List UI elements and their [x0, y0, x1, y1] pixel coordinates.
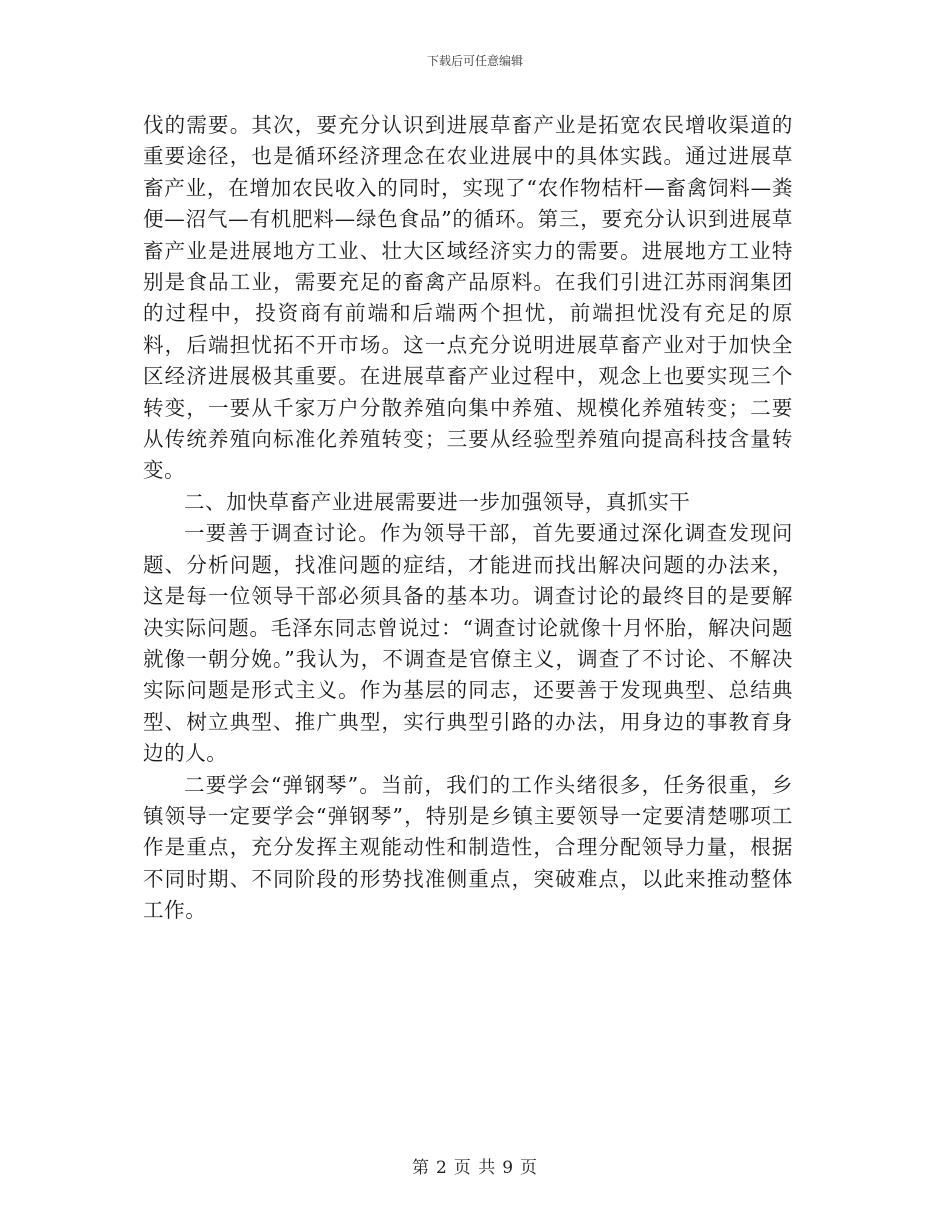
- page-label-middle: 页 共: [453, 1158, 497, 1178]
- page-header: 下载后可任意编辑: [426, 54, 523, 68]
- total-pages-number: 9: [502, 1158, 515, 1178]
- page-label-suffix: 页: [520, 1158, 539, 1178]
- page-footer: [0, 1153, 950, 1178]
- paragraph: 一要善于调查讨论。作为领导干部，首先要通过深化调查发现问题、分析问题，找准问题的症结，才能进而找出解决问题的办法来，这是每一位领导干部必须具备的基本功。调查讨论的最终目的是要解决实际问题。毛泽东同志曾说过：“调查讨论就像十月怀胎，解决问题就像一朝分娩。”我认为，不调查是官僚主义，调查了不讨论、不解决实际问题是形式主义。作为基层的同志，还要善于发现典型、总结典型、树立典型、推广典型，实行典型引路的办法，用身边的事教育身边的人。: [143, 521, 793, 766]
- paragraph: 伐的需要。其次，要充分认识到进展草畜产业是拓宽农民增收渠道的重要途径，也是循环经济理念在农业进展中的具体实践。通过进展草畜产业，在增加农民收入的同时，实现了“农作物桔杆—畜禽饲料—粪便—沼气—有机肥料—绿色食品”的循环。第三，要充分认识到进展草畜产业是进展地方工业、壮大区域经济实力的需要。进展地方工业特别是食品工业，需要充足的畜禽产品原料。在我们引进江苏雨润集团的过程中，投资商有前端和后端两个担忧，前端担忧没有充足的原料，后端担忧拓不开市场。这一点充分说明进展草畜产业对于加快全区经济进展极其重要。在进展草畜产业过程中，观念上也要实现三个转变，一要从千家万户分散养殖向集中养殖、规模化养殖转变；二要从传统养殖向标准化养殖转变；三要从经验型养殖向提高科技含量转变。: [143, 113, 793, 483]
- document-body: [143, 110, 793, 927]
- page-label-prefix: 第: [411, 1158, 430, 1178]
- paragraph: 二要学会“弹钢琴”。当前，我们的工作头绪很多，任务很重，乡镇领导一定要学会“弹钢琴”，特别是乡镇主要领导一定要清楚哪项工作是重点，充分发挥主观能动性和制造性，合理分配领导力量，根据不同时期、不同阶段的形势找准侧重点，突破难点，以此来推动整体工作。: [143, 772, 793, 923]
- section-heading: 二、加快草畜产业进展需要进一步加强领导，真抓实干: [184, 489, 691, 514]
- current-page-number: 2: [435, 1158, 448, 1178]
